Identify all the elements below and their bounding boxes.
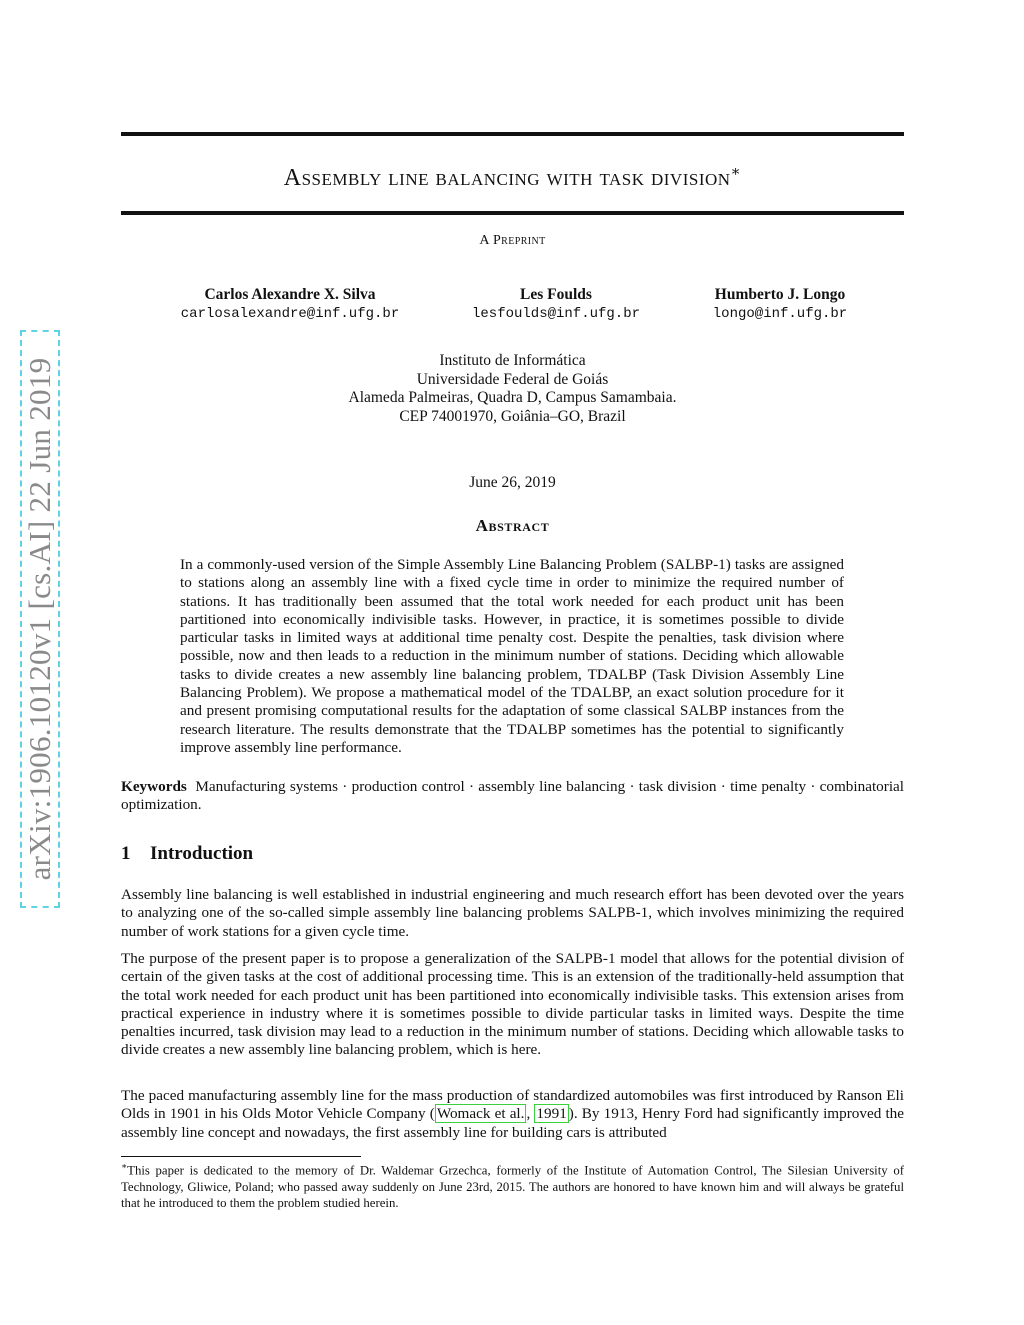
- author-email[interactable]: lesfoulds@inf.ufg.br: [471, 306, 641, 322]
- affiliation-line: CEP 74001970, Goiânia–GO, Brazil: [399, 407, 626, 425]
- affiliation: [121, 352, 904, 426]
- footnote-rule: [121, 1156, 361, 1157]
- title-top-rule: [121, 132, 904, 136]
- author-2: [456, 286, 656, 324]
- author-email[interactable]: carlosalexandre@inf.ufg.br: [180, 306, 400, 322]
- author-3: [698, 286, 862, 324]
- keywords-text: Manufacturing systems · production control · assembly line balancing · task division · time penalty · combinatorial optimization.: [121, 778, 905, 814]
- abstract-text: In a commonly-used version of the Simple Assembly Line Balancing Problem (SALBP-1) tasks are assigned to stations along an assembly line with a fixed cycle time in order to minimize the required number of stations. It has traditionally been assumed that the total work needed for each product unit has been partitioned into economically indivisible tasks. However, in practice, it is sometimes possible to divide particular tasks in limited ways at additional time penalty cost. Despite the penalties, task division where possible, now and then leads to a reduction in the minimum number of stations. Deciding which allowable tasks to divide creates a new assembly line balancing problem, TDALBP (Task Division Assembly Line Balancing Problem). We propose a mathematical model of the TDALBP, an exact solution procedure for it and present promising computational results for the adaptation of some classical SALBP instances from the research literature. The results demonstrate that the TDALBP sometimes has the potential to significantly improve assembly line performance.: [180, 556, 844, 756]
- section-title: Introduction: [150, 843, 254, 864]
- author-name: Humberto J. Longo: [714, 286, 846, 303]
- keywords: [121, 778, 904, 815]
- keywords-label: Keywords: [121, 778, 187, 795]
- footnote-mark: ∗: [121, 1161, 128, 1171]
- paper-date: June 26, 2019: [469, 474, 556, 491]
- paragraph: Assembly line balancing is well established in industrial engineering and much research effort has been devoted over the years to analyzing one of the so-called simple assembly line balancing problems SALPB-1, which involves minimizing the required number of work stations for a given cycle time.: [121, 886, 904, 940]
- arxiv-stamp[interactable]: arXiv:1906.10120v1 [cs.AI] 22 Jun 2019: [22, 357, 57, 881]
- affiliation-line: Alameda Palmeiras, Quadra D, Campus Samambaia.: [348, 389, 677, 406]
- author-1: [170, 286, 410, 324]
- affiliation-line: Universidade Federal de Goiás: [416, 370, 609, 388]
- title-footnote-mark: ∗: [730, 164, 742, 180]
- title-bottom-rule: [121, 211, 904, 215]
- section-heading: [121, 843, 253, 865]
- citation-separator: ,: [526, 1105, 535, 1123]
- footnote: [121, 1158, 904, 1212]
- paper-title: [121, 162, 904, 192]
- title-text: Assembly line balancing with task division: [283, 165, 731, 191]
- author-name: Les Foulds: [520, 286, 592, 303]
- paragraph-text: ). By 1913, Henry Ford had significantly improved the assembly line concept and nowadays, the first assembly line for building cars is attributed: [121, 1105, 904, 1141]
- affiliation-line: Instituto de Informática: [439, 352, 586, 369]
- paragraph-text: The paced manufacturing assembly line for the mass production of standardized automobiles was first introduced by Ranson Eli Olds in 1901 in his Olds Motor Vehicle Company (: [121, 1087, 904, 1123]
- paragraph: [121, 1087, 904, 1142]
- author-name: Carlos Alexandre X. Silva: [204, 286, 376, 303]
- paragraph: The purpose of the present paper is to propose a generalization of the SALPB-1 model that allows for the potential division of certain of the given tasks at the cost of additional processing time. This is an extension of the traditionally-held assumption that the total work needed for each product unit has been partitioned into economically indivisible tasks. This extension arises from practical experience in industry where it is sometimes possible to divide particular tasks in limited ways. Despite the time penalties incurred, task division may lead to a reduction in the minimum number of stations. Deciding which allowable tasks to divide creates a new assembly line balancing problem, which is here.: [121, 950, 904, 1059]
- footnote-text: This paper is dedicated to the memory of Dr. Waldemar Grzechca, formerly of the Institute of Automation Control, The Silesian University of Technology, Gliwice, Poland; who passed away suddenly on June 23rd, 2015. The authors are honored to have known him and will always be grateful that he introduced to them the problem studied herein.: [121, 1163, 904, 1211]
- citation-year-link[interactable]: 1991: [536, 1105, 567, 1123]
- citation-author-link[interactable]: Womack et al.: [436, 1105, 525, 1123]
- author-email[interactable]: longo@inf.ufg.br: [712, 306, 848, 322]
- abstract-heading: Abstract: [475, 516, 550, 535]
- preprint-label: A Preprint: [479, 233, 546, 248]
- section-number: 1: [121, 843, 131, 864]
